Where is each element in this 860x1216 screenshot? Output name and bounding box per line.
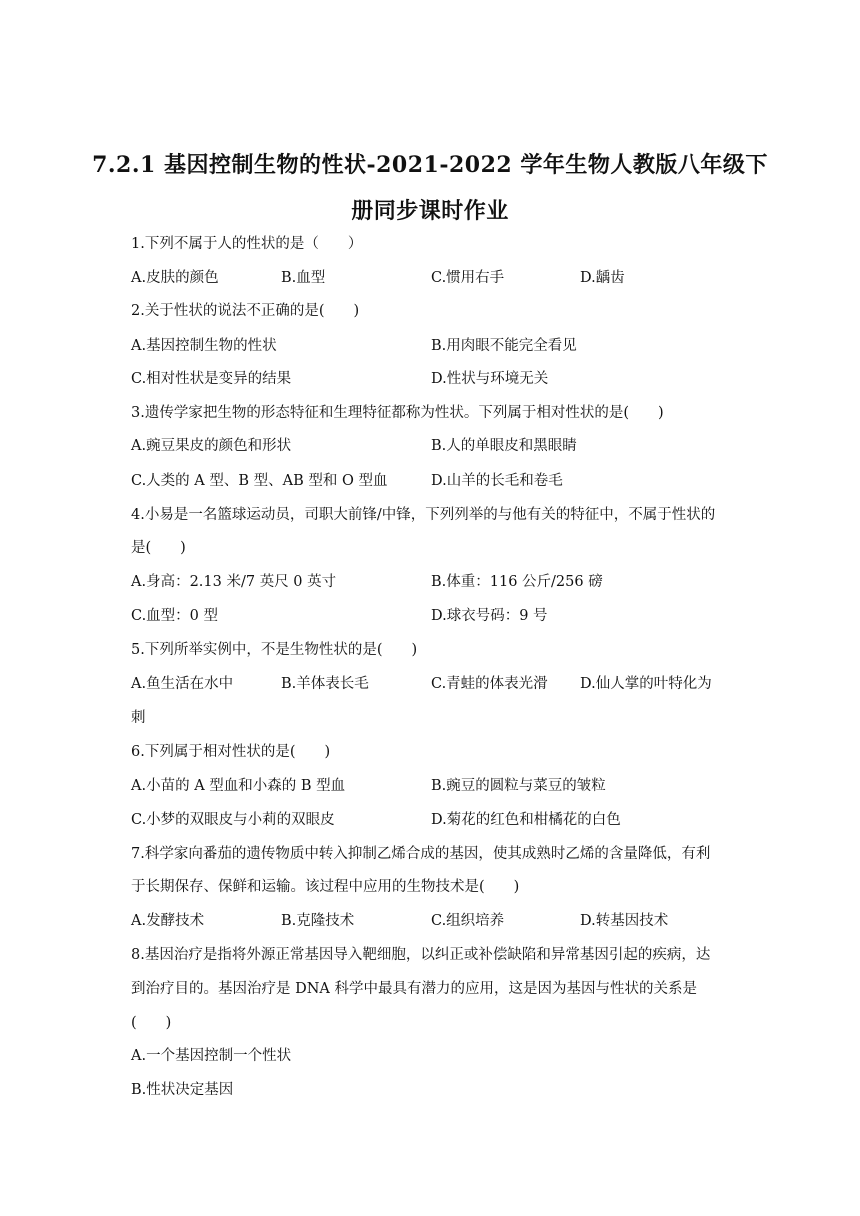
option-b: B.人的单眼皮和黑眼睛	[431, 438, 577, 454]
question-8-option-b: B.性状决定基因	[131, 1082, 234, 1098]
option-d: D.球衣号码：9 号	[431, 608, 548, 624]
option-c: C.血型：0 型	[131, 608, 219, 624]
question-6-stem: 6.下列属于相对性状的是( )	[131, 744, 331, 760]
option-b: B.体重：116 公斤/256 磅	[431, 574, 603, 590]
option-c: C.人类的 A 型、B 型、AB 型和 O 型血	[131, 473, 388, 489]
option-a: A.豌豆果皮的颜色和形状	[131, 438, 292, 454]
option-c: C.小梦的双眼皮与小莉的双眼皮	[131, 812, 335, 828]
question-5-option-d-cont: 刺	[131, 710, 146, 726]
title-line-2: 册同步课时作业	[351, 198, 509, 224]
option-d: D.转基因技术	[580, 913, 669, 929]
question-8-stem-cont2: ( )	[131, 1015, 172, 1031]
question-2-stem: 2.关于性状的说法不正确的是( )	[131, 303, 360, 319]
title-line-1: 7.2.1 基因控制生物的性状-2021-2022 学年生物人教版八年级下	[92, 152, 768, 178]
question-5-stem: 5.下列所举实例中，不是生物性状的是( )	[131, 642, 418, 658]
option-b: B.血型	[281, 270, 326, 286]
option-c: C.相对性状是变异的结果	[131, 371, 292, 387]
question-8-option-a: A.一个基因控制一个性状	[131, 1048, 292, 1064]
question-7-stem: 7.科学家向番茄的遗传物质中转入抑制乙烯合成的基因，使其成熟时乙烯的含量降低，有利	[131, 846, 711, 862]
option-b: B.豌豆的圆粒与菜豆的皱粒	[431, 778, 606, 794]
option-c: C.青蛙的体表光滑	[431, 676, 548, 692]
question-4-stem: 4.小易是一名篮球运动员，司职大前锋/中锋，下列列举的与他有关的特征中，不属于性状的	[131, 507, 716, 523]
question-4-stem-cont: 是( )	[131, 540, 186, 556]
option-a: A.身高：2.13 米/7 英尺 0 英寸	[131, 574, 337, 590]
option-c: C.惯用右手	[431, 270, 505, 286]
option-a: A.发酵技术	[131, 913, 205, 929]
question-1-stem: 1.下列不属于人的性状的是（ ）	[131, 236, 363, 252]
option-a: A.基因控制生物的性状	[131, 338, 277, 354]
option-a: A.小苗的 A 型血和小森的 B 型血	[131, 778, 346, 794]
option-d: D.山羊的长毛和卷毛	[431, 473, 563, 489]
question-8-stem-cont: 到治疗目的。基因治疗是 DNA 科学中最具有潜力的应用，这是因为基因与性状的关系是	[131, 981, 697, 997]
question-3-stem: 3.遗传学家把生物的形态特征和生理特征都称为性状。下列属于相对性状的是( )	[131, 405, 664, 421]
option-b: B.克隆技术	[281, 913, 355, 929]
option-d: D.龋齿	[580, 270, 625, 286]
option-d: D.菊花的红色和柑橘花的白色	[431, 812, 621, 828]
option-b: B.羊体表长毛	[281, 676, 369, 692]
option-d: D.仙人掌的叶特化为	[580, 676, 712, 692]
question-7-stem-cont: 于长期保存、保鲜和运输。该过程中应用的生物技术是( )	[131, 879, 520, 895]
option-c: C.组织培养	[431, 913, 505, 929]
option-b: B.用肉眼不能完全看见	[431, 338, 577, 354]
option-d: D.性状与环境无关	[431, 371, 549, 387]
question-8-stem: 8.基因治疗是指将外源正常基因导入靶细胞，以纠正或补偿缺陷和异常基因引起的疾病，达	[131, 947, 711, 963]
option-a: A.鱼生活在水中	[131, 676, 234, 692]
option-a: A.皮肤的颜色	[131, 270, 219, 286]
